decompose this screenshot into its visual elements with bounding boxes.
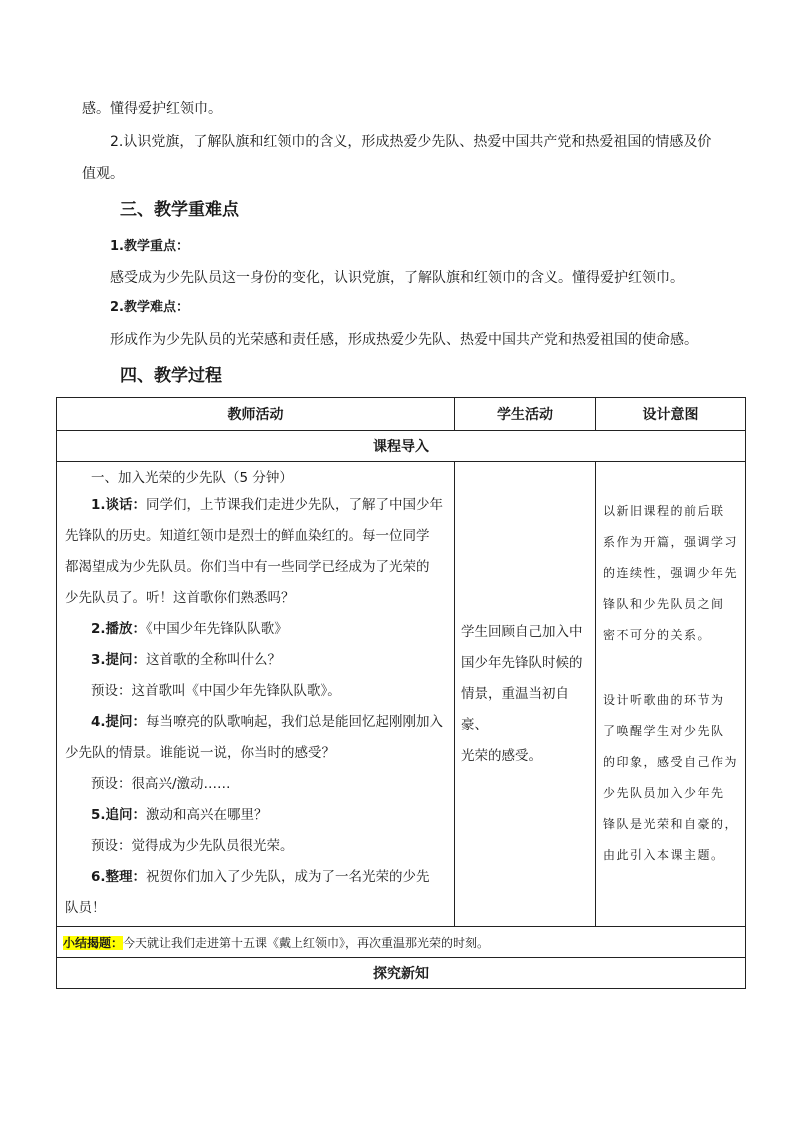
teacher-line: 少先队员了。听！这首歌你们熟悉吗？: [65, 590, 295, 606]
step-label: 5.追问：: [91, 807, 147, 823]
header-student: 学生活动: [455, 398, 596, 431]
design-line: 密不可分的关系。: [603, 628, 712, 642]
design-line: 的连续性，强调少年先: [603, 566, 739, 580]
teacher-line: 都渴望成为少先队员。你们当中有一些同学已经成为了光荣的: [65, 559, 430, 575]
student-line: 学生回顾自己加入中: [461, 623, 583, 640]
header-design: 设计意图: [596, 398, 746, 431]
step-label: 6.整理：: [91, 869, 147, 885]
design-line: 由此引入本课主题。: [603, 848, 725, 862]
teacher-line: 预设：这首歌叫《中国少年先锋队队歌》。: [91, 683, 341, 699]
teacher-line: 队员！: [65, 900, 106, 916]
design-line: 设计听歌曲的环节为: [603, 693, 725, 707]
intro-line-3: 值观。: [82, 166, 124, 182]
teacher-line: 预设：觉得成为少先队员很光荣。: [91, 838, 294, 854]
design-line: 的印象，感受自己作为: [603, 755, 739, 769]
section-4-heading: 四、教学过程: [120, 366, 222, 386]
student-line: 情景，重温当初自豪、: [461, 685, 569, 733]
lesson-table: [56, 397, 746, 989]
teacher-line: 3.提问：这首歌的全称叫什么？: [91, 652, 282, 668]
section-intro-row: 课程导入: [57, 431, 746, 462]
intro-line-2: 2.认识党旗，了解队旗和红领巾的含义，形成热爱少先队、热爱中国共产党和热爱祖国的情感及价: [110, 134, 712, 150]
key-point-text: 感受成为少先队员这一身份的变化，认识党旗，了解队旗和红领巾的含义。懂得爱护红领巾。: [110, 270, 684, 286]
teacher-line: 2.播放：《中国少年先锋队队歌》: [91, 621, 288, 637]
student-line: 光荣的感受。: [461, 747, 542, 764]
summary-label: 小结揭题：: [63, 935, 124, 950]
section-explore-row: 探究新知: [57, 958, 746, 989]
summary-row: [57, 927, 746, 958]
teacher-line: 预设：很高兴/激动……: [91, 776, 231, 792]
design-line: 锋队和少先队员之间: [603, 597, 725, 611]
teacher-line: 4.提问：每当嘹亮的队歌响起，我们总是能回忆起刚刚加入: [91, 714, 444, 730]
step-label: 4.提问：: [91, 714, 147, 730]
intro-line-1: 感。懂得爱护红领巾。: [82, 101, 222, 117]
step-label: 2.播放：: [91, 621, 147, 637]
design-intent-cell: [596, 462, 746, 927]
step-label: 1.谈话：: [91, 497, 147, 513]
section-3-heading: 三、教学重难点: [120, 200, 239, 220]
student-line: 国少年先锋队时候的: [461, 654, 583, 671]
teacher-line: 先锋队的历史。知道红领巾是烈士的鲜血染红的。每一位同学: [65, 528, 430, 544]
teacher-line: 6.整理：祝贺你们加入了少先队，成为了一名光荣的少先: [91, 869, 430, 885]
teacher-activity-cell: [57, 462, 455, 927]
difficulty-text: 形成作为少先队员的光荣感和责任感，形成热爱少先队、热爱中国共产党和热爱祖国的使命感。: [110, 332, 698, 348]
difficulty-label: 2.教学难点：: [110, 300, 189, 315]
step-label: 3.提问：: [91, 652, 147, 668]
teacher-line: 少先队的情景。谁能说一说，你当时的感受？: [65, 745, 335, 761]
design-line: 锋队是光荣和自豪的，: [603, 817, 739, 831]
table-header-row: [57, 398, 746, 431]
teacher-line: 5.追问：激动和高兴在哪里？: [91, 807, 268, 823]
design-line: 了唤醒学生对少先队: [603, 724, 725, 738]
design-line: 以新旧课程的前后联: [603, 504, 725, 518]
design-line: 系作为开篇，强调学习: [603, 535, 739, 549]
content-row: [57, 462, 746, 927]
key-point-label: 1.教学重点：: [110, 239, 189, 254]
teacher-line: 一、加入光荣的少先队（5 分钟）: [91, 470, 293, 486]
design-line: 少先队员加入少年先: [603, 786, 725, 800]
student-activity-cell: [455, 462, 596, 927]
summary-text: 今天就让我们走进第十五课《戴上红领巾》，再次重温那光荣的时刻。: [123, 935, 490, 950]
teacher-line: 1.谈话：同学们，上节课我们走进少先队，了解了中国少年: [91, 497, 444, 513]
header-teacher: 教师活动: [57, 398, 455, 431]
